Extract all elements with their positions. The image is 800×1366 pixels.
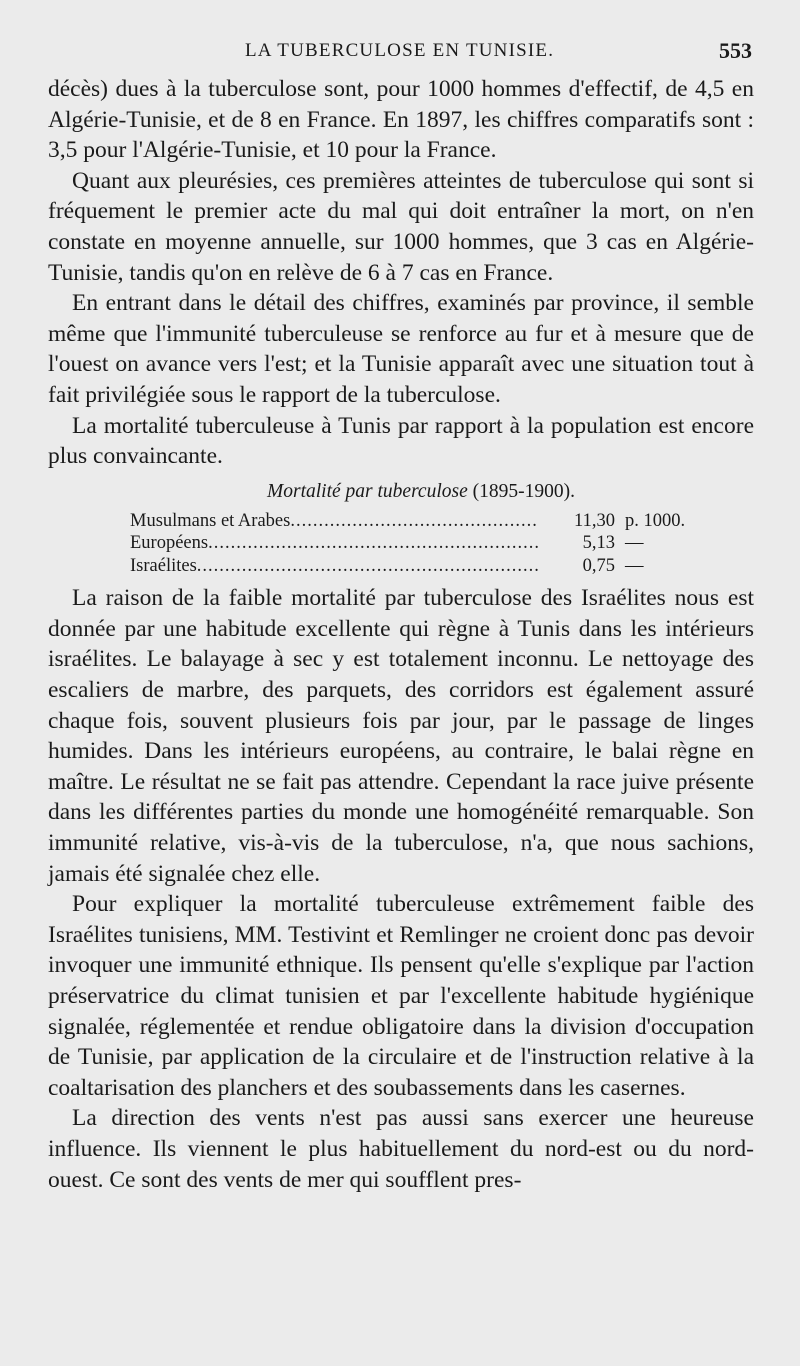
- row-unit: —: [625, 555, 644, 576]
- paragraph: En entrant dans le détail des chiffres, examinés par province, il semble même que l'immunité tuberculeuse se renforce au fur et à mesure que de l'ouest on avance vers l'est; et la Tunisie apparaît avec une situation tout à fait privilégiée sous le rapport de la tuberculose.: [48, 290, 754, 408]
- row-unit: p. 1000.: [625, 510, 686, 531]
- page-body: [48, 74, 754, 1195]
- paragraph: décès) dues à la tuberculose sont, pour 1000 hommes d'effectif, de 4,5 en Algérie-Tunisie, et de 8 en France. En 1897, les chiffres comparatifs sont : 3,5 pour l'Algérie-Tunisie, et 10 pour la France.: [48, 76, 754, 164]
- paragraph: La raison de la faible mortalité par tuberculose des Israélites nous est donnée par une habitude excellente qui règne à Tunis dans les intérieurs israélites. Le balayage à sec y est totalement inconnu. Le nettoyage des escaliers de marbre, des parquets, des corridors est également assuré chaque fois, souvent plusieurs fois par jour, par le passage de linges humides. Dans les intérieurs européens, au contraire, le balai règne en maître. Le résultat ne se fait pas attendre. Cependant la race juive présente dans les différentes parties du monde une homogénéité remarquable. Son immunité relative, vis-à-vis de la tuberculose, n'a, que nous sachions, jamais été signalée chez elle.: [48, 585, 754, 887]
- row-unit: —: [625, 533, 644, 554]
- row-value: 0,75: [582, 555, 615, 576]
- table-row: [130, 532, 715, 555]
- mortality-table: [130, 510, 715, 578]
- paragraph: La direction des vents n'est pas aussi sans exercer une heureuse influence. Ils viennent le plus habituellement du nord-est ou du nord-ouest. Ce sont des vents de mer qui soufflent pres-: [48, 1105, 754, 1193]
- row-label: Européens: [130, 533, 209, 554]
- row-value: 5,13: [582, 533, 615, 554]
- table-caption-years: (1895-1900).: [472, 480, 575, 502]
- row-value: 11,30: [574, 510, 615, 531]
- table-row: [130, 510, 715, 533]
- page-number: 553: [719, 38, 752, 63]
- page-header: [0, 40, 800, 70]
- text-section-after-table: [48, 583, 754, 1195]
- table-caption: [88, 478, 754, 506]
- row-label: Israélites: [130, 555, 197, 576]
- text-section-before-table: [48, 74, 754, 472]
- paragraph: Quant aux pleurésies, ces premières atteintes de tuberculose qui sont si fréquement le premier acte du mal qui doit entraîner la mort, on n'en constate en moyenne annuelle, sur 1000 hommes, que 3 cas en Algérie-Tunisie, tandis qu'on en relève de 6 à 7 cas en France.: [48, 167, 754, 286]
- running-title: LA TUBERCULOSE EN TUNISIE.: [245, 40, 555, 61]
- leader-dots: [197, 555, 539, 578]
- paragraph: La mortalité tuberculeuse à Tunis par rapport à la population est encore plus convaincante.: [48, 412, 754, 470]
- leader-dots: [290, 510, 539, 533]
- row-label: Musulmans et Arabes: [130, 510, 291, 531]
- leader-dots: [208, 532, 539, 555]
- table-caption-title: Mortalité par tuberculose: [267, 480, 468, 502]
- table-row: [130, 555, 715, 578]
- paragraph: Pour expliquer la mortalité tuberculeuse extrêmement faible des Israélites tunisiens, MM. Testivint et Remlinger ne croient donc pas devoir invoquer une immunité ethnique. Ils pensent qu'elle s'explique par l'action préservatrice du climat tunisien et par l'excellente habitude hygiénique signalée, réglementée et rendue obligatoire dans la division d'occupation de Tunisie, par application de la circulaire et de l'instruction relative à la coaltarisation des planchers et des soubassements dans les casernes.: [48, 891, 754, 1101]
